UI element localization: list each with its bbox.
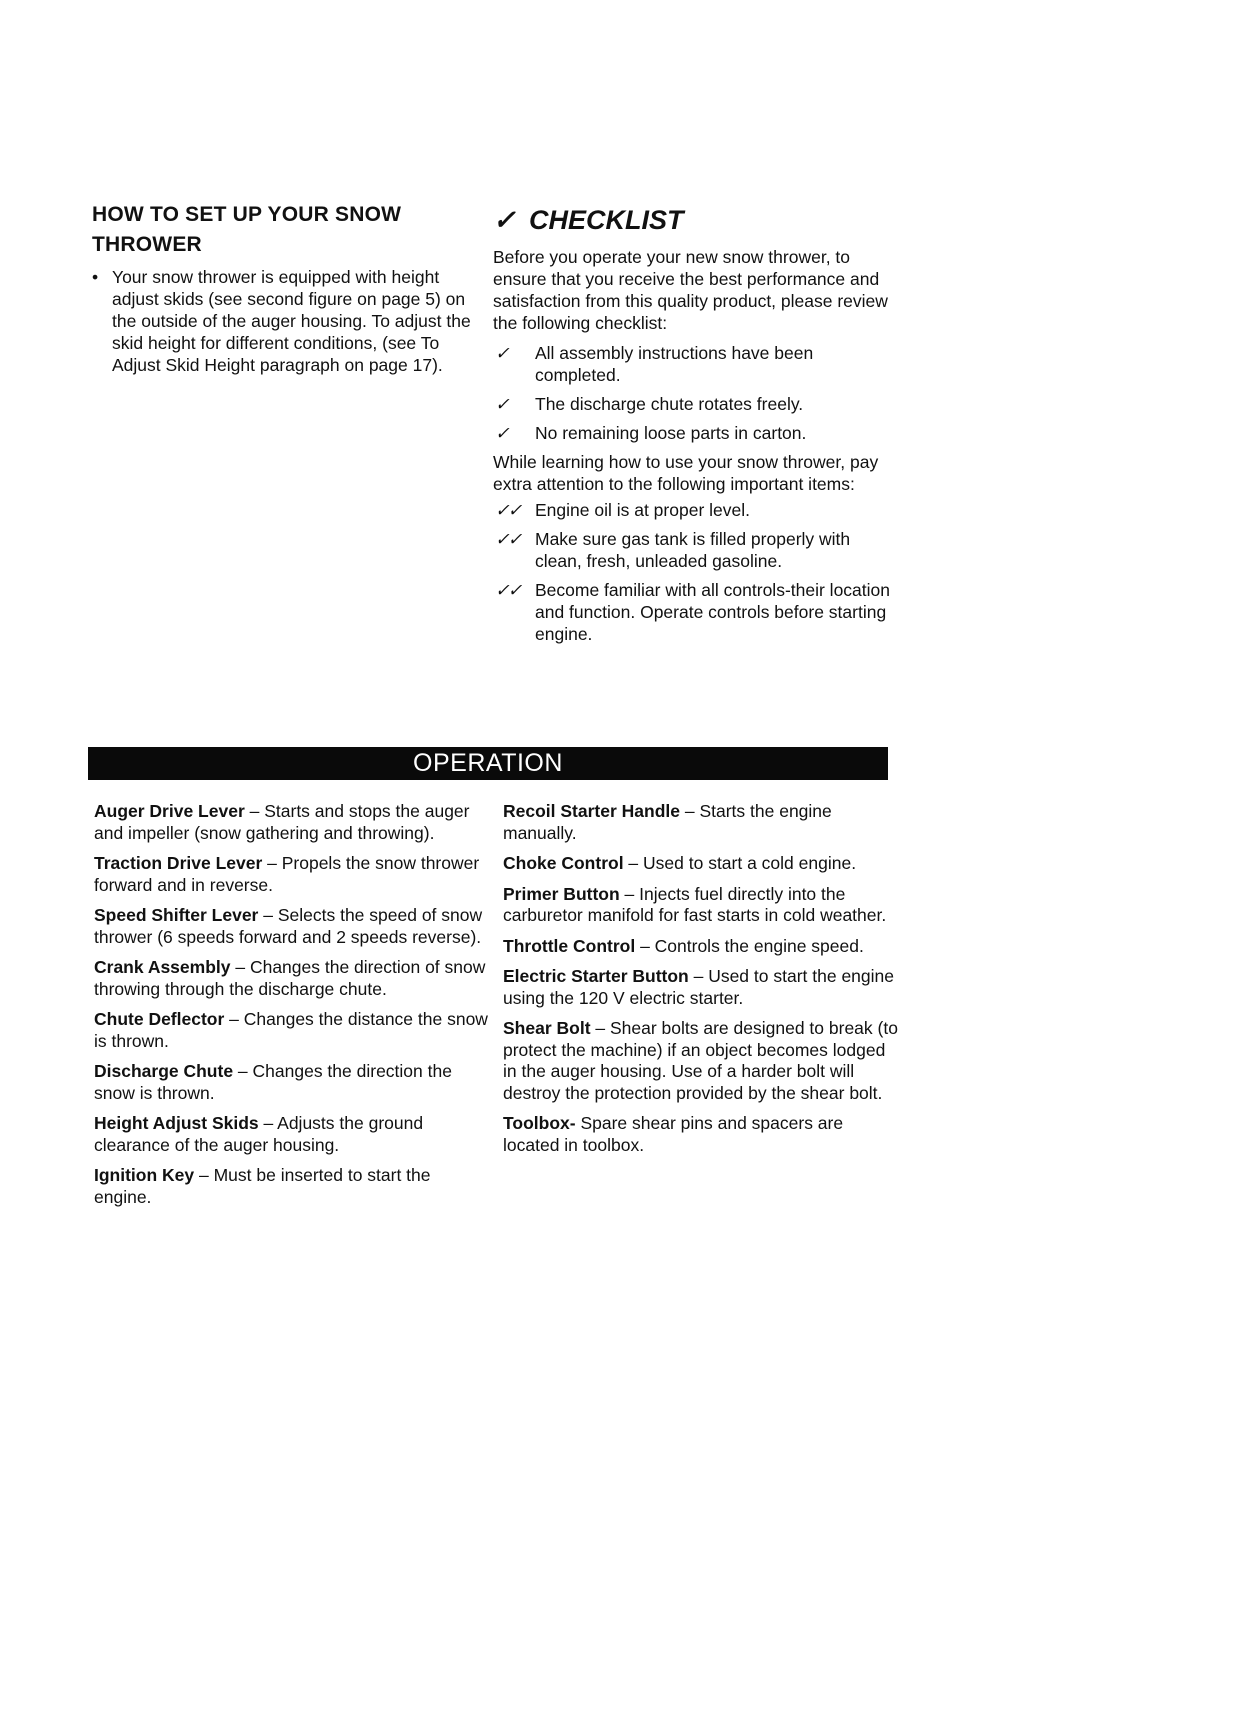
operation-left-column — [94, 801, 489, 1217]
control-description — [94, 853, 489, 896]
checklist-item-text: The discharge chute rotates freely. — [535, 394, 804, 414]
control-description — [94, 1165, 489, 1208]
checklist-title — [493, 204, 893, 236]
control-desc: – Used to start a cold engine. — [623, 853, 857, 873]
control-desc: – Selects the speed of snow thrower (6 speeds forward and 2 speeds reverse). — [94, 905, 483, 947]
control-description — [94, 905, 489, 948]
double-checkmark-icon: ✓✓ — [495, 529, 521, 549]
control-desc: – Starts and stops the auger and impeller (snow gathering and throwing). — [94, 801, 470, 843]
important-item-text: Engine oil is at proper level. — [535, 500, 750, 520]
important-item — [493, 499, 893, 521]
control-desc: – Changes the distance the snow is thrown. — [94, 1009, 488, 1051]
control-description — [94, 801, 489, 844]
double-checkmark-icon: ✓✓ — [495, 500, 521, 520]
control-description — [503, 936, 903, 958]
control-term: Discharge Chute — [94, 1061, 234, 1081]
control-term: Ignition Key — [94, 1165, 195, 1185]
control-desc: – Shear bolts are designed to break (to protect the machine) if an object becomes lodged in the auger housing. Use of a harder bolt will destroy the protection provided by the shear bolt. — [503, 1018, 898, 1103]
control-desc: Spare shear pins and spacers are located in toolbox. — [503, 1113, 844, 1155]
checklist-item — [493, 342, 893, 386]
control-desc: – Used to start the engine using the 120 V electric starter. — [503, 966, 895, 1008]
operation-right-column — [503, 801, 903, 1165]
control-desc: – Propels the snow thrower forward and in reverse. — [94, 853, 480, 895]
important-item — [493, 579, 893, 645]
important-item — [493, 528, 893, 572]
checkmark-icon: ✓ — [495, 394, 510, 414]
control-term: Traction Drive Lever — [94, 853, 263, 873]
checkmark-icon: ✓ — [493, 205, 516, 235]
control-description — [503, 966, 903, 1009]
checklist-item-text: No remaining loose parts in carton. — [535, 423, 807, 443]
bullet-icon: • — [92, 267, 99, 287]
setup-title: HOW TO SET UP YOUR SNOW THROWER — [92, 203, 402, 256]
control-desc: – Controls the engine speed. — [635, 935, 864, 956]
control-term: Speed Shifter Lever — [94, 905, 259, 925]
control-term: Crank Assembly — [94, 957, 231, 977]
control-desc: – Injects fuel directly into the carburetor manifold for fast starts in cold weather. — [503, 883, 887, 925]
checklist-item-text: All assembly instructions have been completed. — [535, 343, 814, 385]
control-term: Height Adjust Skids — [94, 1113, 259, 1133]
control-term: Recoil Starter Handle — [503, 801, 680, 821]
control-term: Choke Control — [503, 853, 624, 873]
checkmark-icon: ✓ — [495, 423, 510, 443]
control-term: Shear Bolt — [503, 1018, 591, 1038]
double-checkmark-icon: ✓✓ — [495, 580, 521, 600]
control-desc: – Changes the direction of snow throwing through the discharge chute. — [94, 957, 486, 999]
control-description — [94, 957, 489, 1000]
checklist-intro: Before you operate your new snow thrower, to ensure that you receive the best performance and satisfaction from this quality product, please review the following checklist: — [493, 247, 888, 333]
control-description — [503, 801, 903, 844]
checklist-section — [493, 204, 893, 652]
checklist-title-text: CHECKLIST — [529, 205, 684, 235]
control-description — [503, 853, 903, 875]
checklist-item — [493, 422, 893, 444]
control-desc: – Changes the direction the snow is thrown. — [94, 1061, 452, 1103]
control-term: Electric Starter Button — [503, 966, 689, 986]
checkmark-icon: ✓ — [495, 343, 510, 363]
checklist-item — [493, 393, 893, 415]
setup-bullet-text: Your snow thrower is equipped with height adjust skids (see second figure on page 5) on the outside of the auger housing. To adjust the skid height for different conditions, (see To Adjust Skid Height paragraph on page 17). — [112, 267, 471, 375]
control-term: Throttle Control — [503, 935, 636, 956]
control-term: Chute Deflector — [94, 1009, 225, 1029]
control-description — [503, 1113, 903, 1156]
checklist-important-intro: While learning how to use your snow thrower, pay extra attention to the following important items: — [493, 452, 879, 494]
control-desc: – Must be inserted to start the engine. — [94, 1165, 431, 1207]
control-desc: – Starts the engine manually. — [503, 801, 832, 843]
operation-banner: OPERATION — [88, 747, 888, 780]
control-desc: – Adjusts the ground clearance of the auger housing. — [94, 1113, 424, 1155]
control-description — [94, 1113, 489, 1156]
setup-bullet — [92, 266, 482, 376]
control-term: Toolbox- — [503, 1113, 576, 1133]
control-description — [94, 1061, 489, 1104]
control-term: Auger Drive Lever — [94, 801, 245, 821]
setup-section — [92, 200, 482, 376]
control-description — [94, 1009, 489, 1052]
important-item-text: Become familiar with all controls-their location and function. Operate controls before starting engine. — [535, 580, 890, 644]
important-item-text: Make sure gas tank is filled properly with clean, fresh, unleaded gasoline. — [535, 529, 851, 571]
control-term: Primer Button — [503, 883, 620, 904]
control-description — [503, 1018, 903, 1104]
control-description — [503, 884, 903, 927]
